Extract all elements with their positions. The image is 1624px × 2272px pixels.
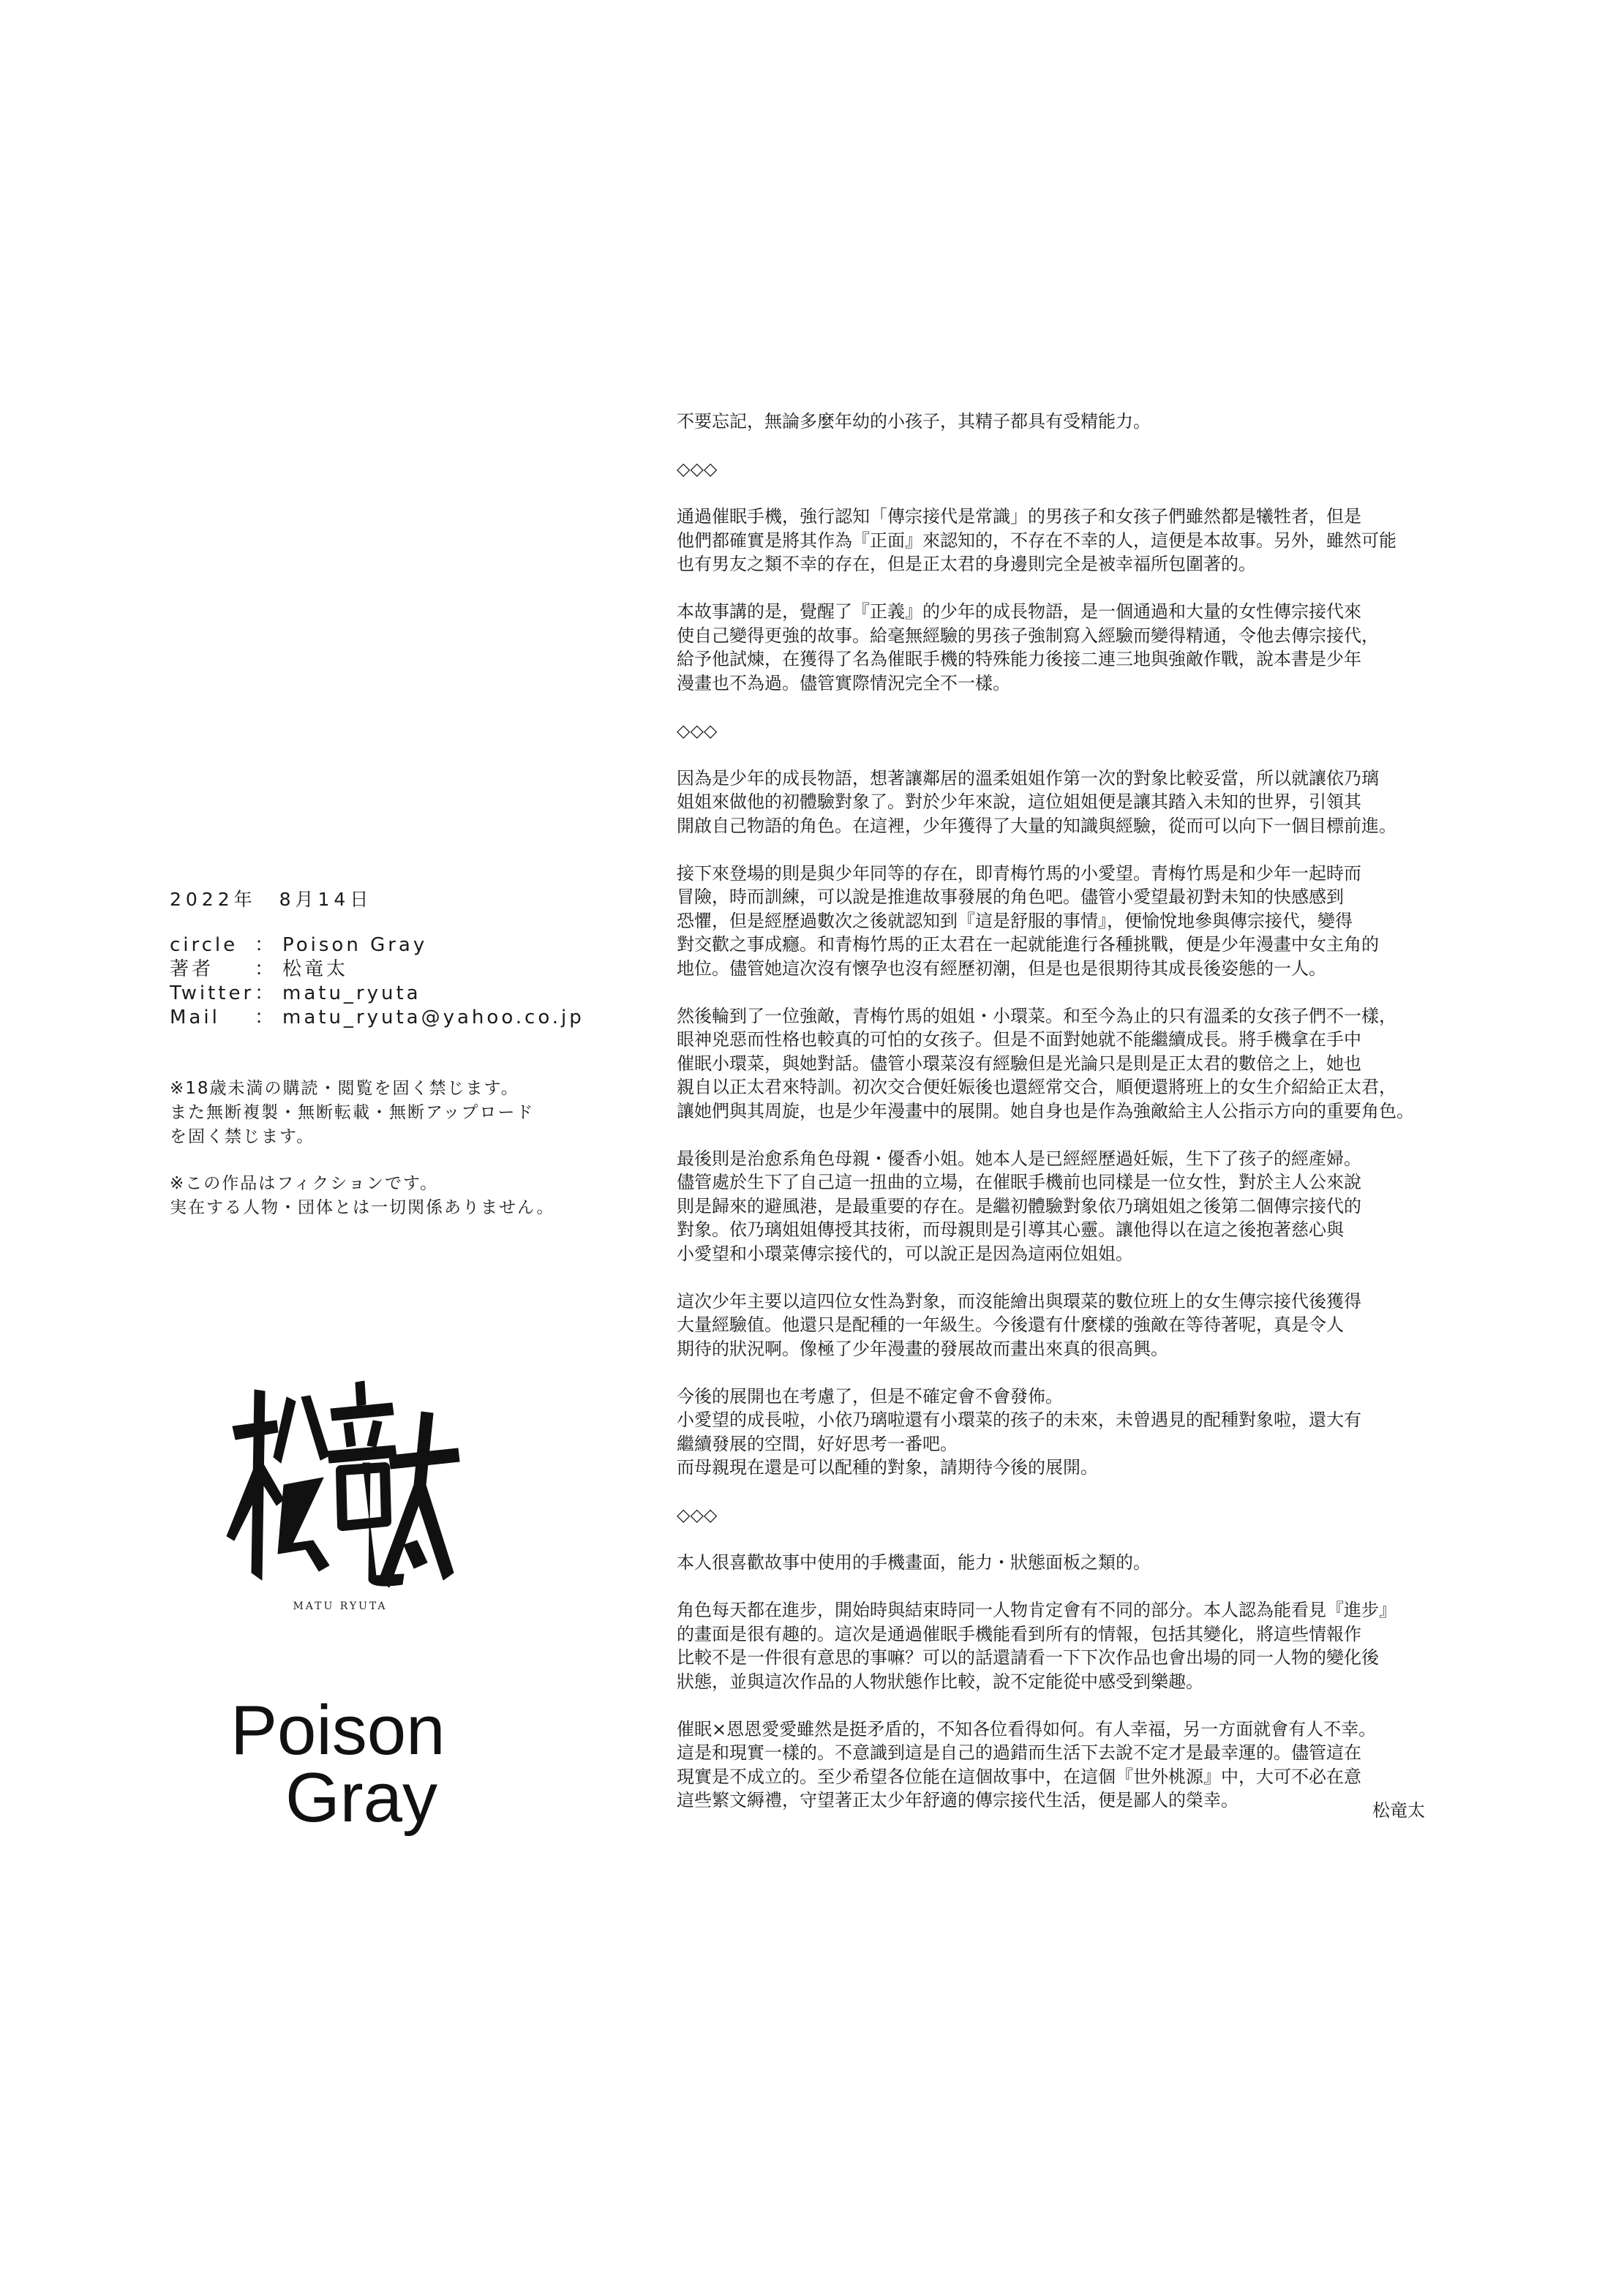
afterword-line: 開啟自己物語的角色。在這裡，少年獲得了大量的知識與經驗，從而可以向下一個目標前進。 (677, 815, 1396, 836)
afterword-line: 這次少年主要以這四位女性為對象，而沒能繪出與環菜的數位班上的女生傳宗接代後獲得 (677, 1290, 1361, 1312)
info-value: matu_ryuta@yahoo.co.jp (282, 1007, 584, 1028)
afterword-line: 漫畫也不為過。儘管實際情況完全不一樣。 (677, 672, 1010, 693)
logo-line: Gray (285, 1758, 438, 1837)
afterword-line: 不要忘記，無論多麼年幼的小孩子，其精子都具有受精能力。 (677, 411, 1151, 432)
info-value: 松竜太 (282, 958, 349, 980)
info-label: Mail (170, 1007, 220, 1028)
info-separator: ： (254, 982, 277, 1004)
afterword-line: 接下來登場的則是與少年同等的存在，即青梅竹馬的小愛望。青梅竹馬是和少年一起時而 (677, 862, 1361, 884)
afterword-line: 讓她們與其周旋，也是少年漫畫中的展開。她自身也是作為強敵給主人公指示方向的重要角色。 (677, 1100, 1414, 1121)
afterword-line: 的畫面是很有趣的。這次是通過催眠手機能看到所有的情報，包括其變化，將這些情報作 (677, 1623, 1361, 1644)
info-separator: ： (254, 1007, 277, 1028)
afterword-line: 他們都確實是將其作為『正面』來認知的，不存在不幸的人，這便是本故事。另外，雖然可能 (677, 530, 1396, 551)
calligraphy-logo (219, 1375, 461, 1595)
logo-subtitle: MATU RYUTA (293, 1600, 388, 1612)
afterword-line: 對象。依乃璃姐姐傳授其技術，而母親則是引導其心靈。讓他得以在這之後抱著慈心與 (677, 1219, 1344, 1240)
afterword-line: 狀態，並與這次作品的人物狀態作比較，說不定能從中感受到樂趣。 (677, 1671, 1203, 1692)
afterword-line: 期待的狀況啊。像極了少年漫畫的發展故而畫出來真的很高興。 (677, 1338, 1168, 1359)
afterword-paragraph (677, 600, 1489, 695)
afterword-paragraph (677, 767, 1489, 838)
afterword-line: ◇◇◇ (677, 1505, 718, 1525)
afterword-paragraph (677, 457, 1489, 481)
afterword-line: 催眠×恩恩愛愛雖然是挺矛盾的，不知各位看得如何。有人幸福，另一方面就會有人不幸。 (677, 1718, 1377, 1739)
afterword-line: 也有男友之類不幸的存在，但是正太君的身邊則完全是被幸福所包圍著的。 (677, 554, 1256, 574)
afterword-line: 儘管處於生下了自己這一扭曲的立場，在催眠手機前也同樣是一位女性，對於主人公來說 (677, 1172, 1361, 1192)
afterword-line: 眼神兇惡而性格也較真的可怕的女孩子。但是不面對她就不能繼續成長。將手機拿在手中 (677, 1029, 1361, 1050)
info-separator: ： (254, 958, 277, 980)
info-separator: ： (254, 934, 277, 956)
afterword-line: 因為是少年的成長物語，想著讓鄰居的溫柔姐姐作第一次的對象比較妥當，所以就讓依乃璃 (677, 767, 1379, 789)
afterword-line: 現實是不成立的。至少希望各位能在這個故事中，在這個『世外桃源』中，大可不必在意 (677, 1766, 1361, 1787)
afterword-line: 小愛望和小環菜傳宗接代的，可以說正是因為這兩位姐姐。 (677, 1243, 1133, 1264)
notice-line: また無断複製・無断転載・無断アップロード (170, 1103, 535, 1122)
afterword-line: 而母親現在還是可以配種的對象，請期待今後的展開。 (677, 1457, 1098, 1478)
info-block (170, 885, 638, 1220)
afterword-paragraph (677, 1598, 1489, 1693)
afterword-line: 這是和現實一樣的。不意識到這是自己的過錯而生活下去說不定才是最幸運的。儘管這在 (677, 1742, 1361, 1763)
afterword-text (677, 410, 1489, 1836)
afterword-line: 大量經驗值。他還只是配種的一年級生。今後還有什麼樣的強敵在等待著呢，真是令人 (677, 1314, 1344, 1335)
afterword-line: 地位。儘管她這次沒有懷孕也沒有經歷初潮，但是也是很期待其成長後姿態的一人。 (677, 958, 1326, 979)
afterword-line: 冒險，時而訓練，可以說是推進故事發展的角色吧。儘管小愛望最初對未知的快感感到 (677, 887, 1344, 907)
info-value: Poison Gray (282, 934, 428, 956)
afterword-paragraph (677, 1385, 1489, 1480)
age-restriction-notice (170, 1077, 638, 1149)
afterword-line: ◇◇◇ (677, 459, 718, 479)
afterword-line: 比較不是一件很有意思的事嘛？可以的話還請看一下下次作品也會出場的同一人物的變化後 (677, 1647, 1379, 1668)
afterword-paragraph (677, 862, 1489, 981)
afterword-line: 對交歡之事成癮。和青梅竹馬的正太君在一起就能進行各種挑戰，便是少年漫畫中女主角的 (677, 934, 1379, 955)
afterword-paragraph (677, 719, 1489, 743)
afterword-line: 姐姐來做他的初體驗對象了。對於少年來說，這位姐姐便是讓其踏入未知的世界，引領其 (677, 791, 1361, 812)
fiction-notice (170, 1172, 638, 1220)
info-label: 著者 (170, 958, 214, 980)
afterword-line: 給予他試煉，在獲得了名為催眠手機的特殊能力後接二連三地與強敵作戰，說本書是少年 (677, 649, 1361, 669)
afterword-line: 今後的展開也在考慮了，但是不確定會不會發佈。 (677, 1385, 1063, 1407)
notice-line: ※18歳未満の購読・閲覧を固く禁じます。 (170, 1079, 519, 1098)
afterword-paragraph (677, 1290, 1489, 1361)
info-label: circle (170, 934, 238, 956)
afterword-line: 然後輪到了一位強敵，青梅竹馬的姐姐・小環菜。和至今為止的只有溫柔的女孩子們不一樣， (677, 1005, 1396, 1026)
afterword-line: 親自以正太君來特訓。初次交合便妊娠後也還經常交合，順便還將班上的女生介紹給正太君， (677, 1077, 1396, 1097)
afterword-paragraph (677, 410, 1489, 434)
afterword-paragraph (677, 1551, 1489, 1575)
notice-line: ※この作品はフィクションです。 (170, 1174, 439, 1193)
afterword-paragraph (677, 1718, 1489, 1813)
afterword-line: 本人很喜歡故事中使用的手機畫面，能力・狀態面板之類的。 (677, 1552, 1151, 1573)
afterword-line: 最後則是治愈系角色母親・優香小姐。她本人是已經經歷過妊娠，生下了孩子的經產婦。 (677, 1148, 1361, 1169)
publication-date: 2022年 8月14日 (170, 889, 373, 910)
afterword-line: 恐懼，但是經歷過數次之後就認知到『這是舒服的事情』，便愉悅地參與傳宗接代，變得 (677, 910, 1353, 931)
info-row-circle (170, 933, 638, 958)
afterword-line: 則是歸來的避風港，是最重要的存在。是繼初體驗對象依乃璃姐姐之後第二個傳宗接代的 (677, 1195, 1361, 1216)
author-signature: 松竜太 (1372, 1800, 1425, 1821)
info-value: matu_ryuta (282, 982, 421, 1004)
afterword-line: 使自己變得更強的故事。給毫無經驗的男孩子強制寫入經驗而變得精通，令他去傳宗接代， (677, 625, 1379, 646)
afterword-line: 本故事講的是，覺醒了『正義』的少年的成長物語，是一個通過和大量的女性傳宗接代來 (677, 601, 1361, 622)
afterword-paragraph (677, 505, 1489, 576)
afterword-line: 角色每天都在進步，開始時與結束時同一人物肯定會有不同的部分。本人認為能看見『進步』 (677, 1600, 1396, 1620)
info-label: Twitter (170, 982, 255, 1004)
notice-line: 実在する人物・団体とは一切関係ありません。 (170, 1198, 555, 1217)
circle-logo-text (230, 1691, 446, 1837)
afterword-paragraph (677, 1004, 1489, 1124)
logo-line: Poison (230, 1691, 446, 1769)
afterword-line: 通過催眠手機，強行認知「傳宗接代是常識」的男孩子和女孩子們雖然都是犧牲者，但是 (677, 506, 1361, 527)
notice-line: を固く禁じます。 (170, 1127, 315, 1146)
info-row-twitter (170, 982, 638, 1006)
afterword-line: 小愛望的成長啦，小依乃璃啦還有小環菜的孩子的未來，未曾遇見的配種對象啦，還大有 (677, 1410, 1361, 1430)
afterword-paragraph (677, 1147, 1489, 1266)
afterword-line: ◇◇◇ (677, 720, 718, 741)
info-row-author (170, 958, 638, 982)
info-row-mail (170, 1006, 638, 1030)
afterword-line: 繼續發展的空間，好好思考一番吧。 (677, 1433, 958, 1454)
afterword-line: 催眠小環菜，與她對話。儘管小環菜沒有經驗但是光論只是則是正太君的數倍之上，她也 (677, 1053, 1361, 1074)
afterword-line: 這些繁文縟禮，守望著正太少年舒適的傳宗接代生活，便是鄙人的榮幸。 (677, 1790, 1238, 1810)
afterword-paragraph (677, 1503, 1489, 1527)
